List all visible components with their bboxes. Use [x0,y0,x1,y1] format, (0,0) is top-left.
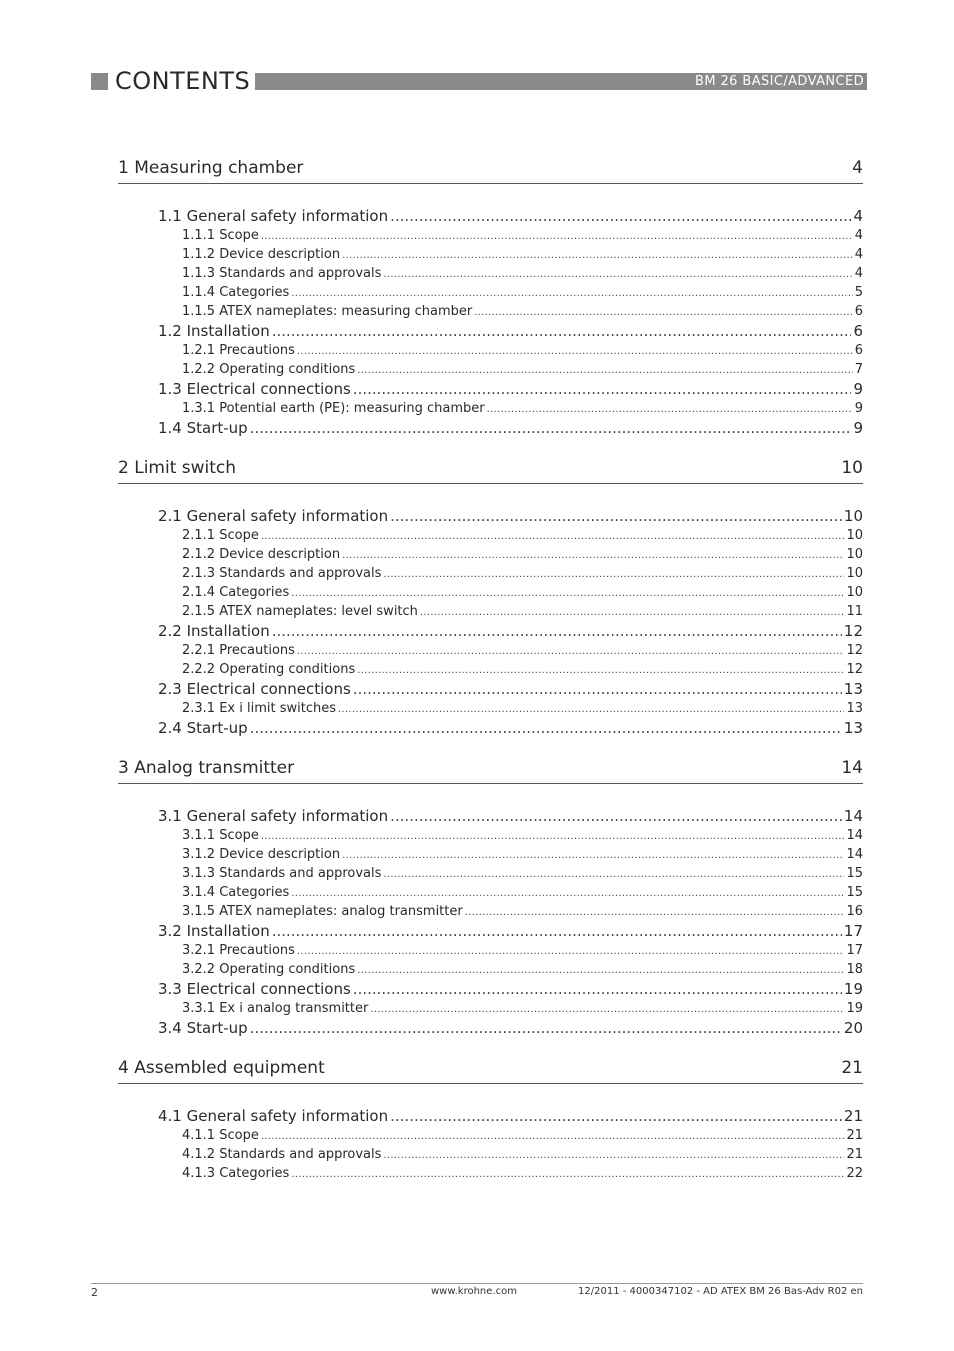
toc-leader-dots [383,1146,844,1165]
toc-entry-label: 2.1.3 Standards and approvals [182,566,382,581]
toc-section[interactable] [158,718,863,738]
toc-subsection[interactable] [182,999,863,1018]
toc-entry-page: 6 [854,343,863,358]
toc-leader-dots [297,942,845,961]
toc-subsection[interactable] [182,699,863,718]
toc-entry-page: 13 [843,719,863,737]
toc-section[interactable] [158,806,863,826]
toc-entry-label: 1.2 Installation [158,322,270,340]
toc-section[interactable] [158,679,863,699]
toc-leader-dots [390,1106,842,1126]
toc-leader-dots [474,303,853,322]
toc-entry-page: 9 [853,380,863,398]
toc-subsection[interactable] [182,660,863,679]
toc-entry-page: 21 [846,1128,863,1143]
toc-entry-page: 13 [846,701,863,716]
toc-leader-dots [357,361,853,380]
toc-leader-dots [383,265,852,284]
toc-leader-dots [261,227,853,246]
toc-entry-label: 2.1.5 ATEX nameplates: level switch [182,604,418,619]
toc-subsection[interactable] [182,226,863,245]
toc-subsection[interactable] [182,302,863,321]
toc-leader-dots [370,1000,844,1019]
toc-entry-page: 9 [854,401,863,416]
toc-leader-dots [357,961,844,980]
toc-entry-label: 3.1.4 Categories [182,885,290,900]
toc-entry-page: 10 [846,528,863,543]
toc-entry-page: 6 [854,304,863,319]
toc-section[interactable] [158,418,863,438]
toc-entry-label: 1.1.2 Device description [182,247,341,262]
chapter-spacer [118,738,863,750]
toc-subsection[interactable] [182,564,863,583]
toc-leader-dots [390,506,842,526]
toc-subsection[interactable] [182,864,863,883]
toc-leader-dots [390,206,851,226]
toc-entry-page: 9 [853,419,863,437]
toc-chapter-page: 21 [841,1058,863,1078]
toc-subsection[interactable] [182,826,863,845]
toc-entry-page: 4 [854,266,863,281]
toc-subsection[interactable] [182,360,863,379]
toc-chapter[interactable] [118,150,863,184]
toc-leader-dots [353,679,842,699]
toc-subsection[interactable] [182,845,863,864]
toc-section[interactable] [158,621,863,641]
toc-subsection[interactable] [182,641,863,660]
toc-leader-dots [353,379,852,399]
toc-entry-label: 4.1.1 Scope [182,1128,259,1143]
toc-entry-page: 10 [846,585,863,600]
toc-leader-dots [357,661,844,680]
toc-entry-page: 19 [843,980,863,998]
toc-leader-dots [297,642,845,661]
toc-entry-label: 2.1 General safety information [158,507,389,525]
toc-entry-page: 12 [846,662,863,677]
toc-leader-dots [272,621,842,641]
footer-doc-ref: 12/2011 - 4000347102 - AD ATEX BM 26 Bas-Adv R02 en [578,1286,863,1297]
toc-entry-label: 3.1.1 Scope [182,828,259,843]
toc-leader-dots [338,700,844,719]
toc-entry-label: 3.3 Electrical connections [158,980,351,998]
toc-entry-page: 12 [843,622,863,640]
toc-entry-page: 22 [846,1166,863,1181]
toc-entry-page: 13 [843,680,863,698]
toc-leader-dots [250,1018,842,1038]
toc-entry-page: 18 [846,962,863,977]
toc-entry-label: 1.2.2 Operating conditions [182,362,356,377]
toc-entry-label: 2.2 Installation [158,622,270,640]
toc-section[interactable] [158,321,863,341]
toc-entry-label: 4.1.2 Standards and approvals [182,1147,382,1162]
toc-leader-dots [261,827,845,846]
toc-subsection[interactable] [182,583,863,602]
toc-entry-label: 2.2.1 Precautions [182,643,295,658]
toc-leader-dots [291,1165,844,1184]
toc-subsection[interactable] [182,245,863,264]
footer-page-number: 2 [91,1286,98,1299]
toc-entry-page: 10 [846,566,863,581]
toc-entry-label: 2.2.2 Operating conditions [182,662,356,677]
table-of-contents [118,150,863,1183]
toc-leader-dots [272,321,852,341]
toc-leader-dots [291,584,844,603]
chapter-spacer [118,784,863,806]
toc-chapter-title: 1 Measuring chamber [118,158,304,178]
toc-section[interactable] [158,979,863,999]
toc-leader-dots [342,546,844,565]
toc-entry-label: 1.1.5 ATEX nameplates: measuring chamber [182,304,473,319]
toc-entry-page: 10 [846,547,863,562]
toc-entry-page: 21 [846,1147,863,1162]
toc-leader-dots [250,418,852,438]
toc-entry-page: 15 [846,866,863,881]
toc-section[interactable] [158,1106,863,1126]
toc-chapter-page: 4 [852,158,863,178]
toc-entry-label: 2.4 Start-up [158,719,248,737]
toc-subsection[interactable] [182,1145,863,1164]
chapter-spacer [118,484,863,506]
chapter-spacer [118,1084,863,1106]
toc-section[interactable] [158,921,863,941]
toc-leader-dots [342,846,844,865]
toc-entry-label: 1.4 Start-up [158,419,248,437]
toc-chapter-title: 4 Assembled equipment [118,1058,325,1078]
toc-entry-label: 2.3 Electrical connections [158,680,351,698]
toc-entry-label: 3.1 General safety information [158,807,389,825]
toc-section[interactable] [158,206,863,226]
toc-subsection[interactable] [182,883,863,902]
toc-leader-dots [353,979,842,999]
toc-subsection[interactable] [182,545,863,564]
toc-section[interactable] [158,506,863,526]
toc-entry-label: 3.2 Installation [158,922,270,940]
toc-chapter[interactable] [118,1050,863,1084]
toc-entry-page: 12 [846,643,863,658]
toc-leader-dots [383,565,844,584]
chapter-spacer [118,1038,863,1050]
toc-subsection[interactable] [182,264,863,283]
toc-leader-dots [250,718,842,738]
toc-entry-label: 1.3 Electrical connections [158,380,351,398]
toc-leader-dots [261,1127,845,1146]
toc-leader-dots [272,921,842,941]
toc-entry-page: 4 [854,228,863,243]
toc-entry-label: 1.3.1 Potential earth (PE): measuring chamber [182,401,485,416]
toc-entry-label: 2.3.1 Ex i limit switches [182,701,336,716]
toc-leader-dots [291,284,852,303]
toc-entry-label: 1.1 General safety information [158,207,389,225]
toc-entry-page: 20 [843,1019,863,1037]
toc-leader-dots [487,400,853,419]
chapter-spacer [118,184,863,206]
toc-subsection[interactable] [182,1126,863,1145]
toc-leader-dots [342,246,853,265]
toc-leader-dots [291,884,844,903]
chapter-spacer [118,438,863,450]
toc-entry-label: 3.2.1 Precautions [182,943,295,958]
toc-entry-page: 14 [843,807,863,825]
header-doc-name: BM 26 BASIC/ADVANCED [695,74,864,89]
toc-entry-label: 1.2.1 Precautions [182,343,295,358]
toc-entry-page: 21 [843,1107,863,1125]
toc-subsection[interactable] [182,960,863,979]
footer-divider [91,1283,863,1284]
footer-url: www.krohne.com [431,1286,517,1297]
toc-chapter[interactable] [118,750,863,784]
toc-chapter-page: 10 [841,458,863,478]
toc-section[interactable] [158,379,863,399]
toc-entry-label: 3.3.1 Ex i analog transmitter [182,1001,369,1016]
toc-entry-page: 6 [853,322,863,340]
toc-subsection[interactable] [182,399,863,418]
toc-leader-dots [465,903,845,922]
toc-entry-page: 16 [846,904,863,919]
toc-subsection[interactable] [182,1164,863,1183]
toc-leader-dots [420,603,845,622]
toc-entry-label: 2.1.2 Device description [182,547,341,562]
toc-section[interactable] [158,1018,863,1038]
toc-entry-label: 3.1.2 Device description [182,847,341,862]
toc-chapter-page: 14 [841,758,863,778]
toc-subsection[interactable] [182,941,863,960]
toc-entry-label: 2.1.4 Categories [182,585,290,600]
page-title: CONTENTS [115,67,251,95]
toc-entry-page: 17 [843,922,863,940]
toc-subsection[interactable] [182,526,863,545]
toc-leader-dots [261,527,845,546]
toc-subsection[interactable] [182,602,863,621]
toc-entry-page: 14 [846,828,863,843]
toc-subsection[interactable] [182,902,863,921]
toc-entry-page: 15 [846,885,863,900]
toc-entry-label: 1.1.1 Scope [182,228,259,243]
toc-entry-label: 3.2.2 Operating conditions [182,962,356,977]
toc-entry-label: 1.1.3 Standards and approvals [182,266,382,281]
toc-chapter-title: 3 Analog transmitter [118,758,295,778]
toc-leader-dots [390,806,842,826]
toc-leader-dots [297,342,853,361]
toc-entry-label: 4.1 General safety information [158,1107,389,1125]
toc-entry-label: 4.1.3 Categories [182,1166,290,1181]
toc-entry-page: 11 [846,604,863,619]
toc-entry-page: 4 [854,247,863,262]
toc-subsection[interactable] [182,283,863,302]
toc-entry-page: 5 [854,285,863,300]
toc-chapter-title: 2 Limit switch [118,458,237,478]
toc-chapter[interactable] [118,450,863,484]
toc-subsection[interactable] [182,341,863,360]
toc-entry-label: 1.1.4 Categories [182,285,290,300]
toc-entry-page: 7 [854,362,863,377]
toc-entry-page: 17 [846,943,863,958]
toc-entry-label: 2.1.1 Scope [182,528,259,543]
toc-entry-label: 3.1.3 Standards and approvals [182,866,382,881]
toc-entry-label: 3.1.5 ATEX nameplates: analog transmitter [182,904,463,919]
toc-leader-dots [383,865,844,884]
toc-entry-page: 4 [853,207,863,225]
toc-entry-label: 3.4 Start-up [158,1019,248,1037]
toc-entry-page: 10 [843,507,863,525]
toc-entry-page: 19 [846,1001,863,1016]
toc-entry-page: 14 [846,847,863,862]
header-square-marker [91,73,108,90]
